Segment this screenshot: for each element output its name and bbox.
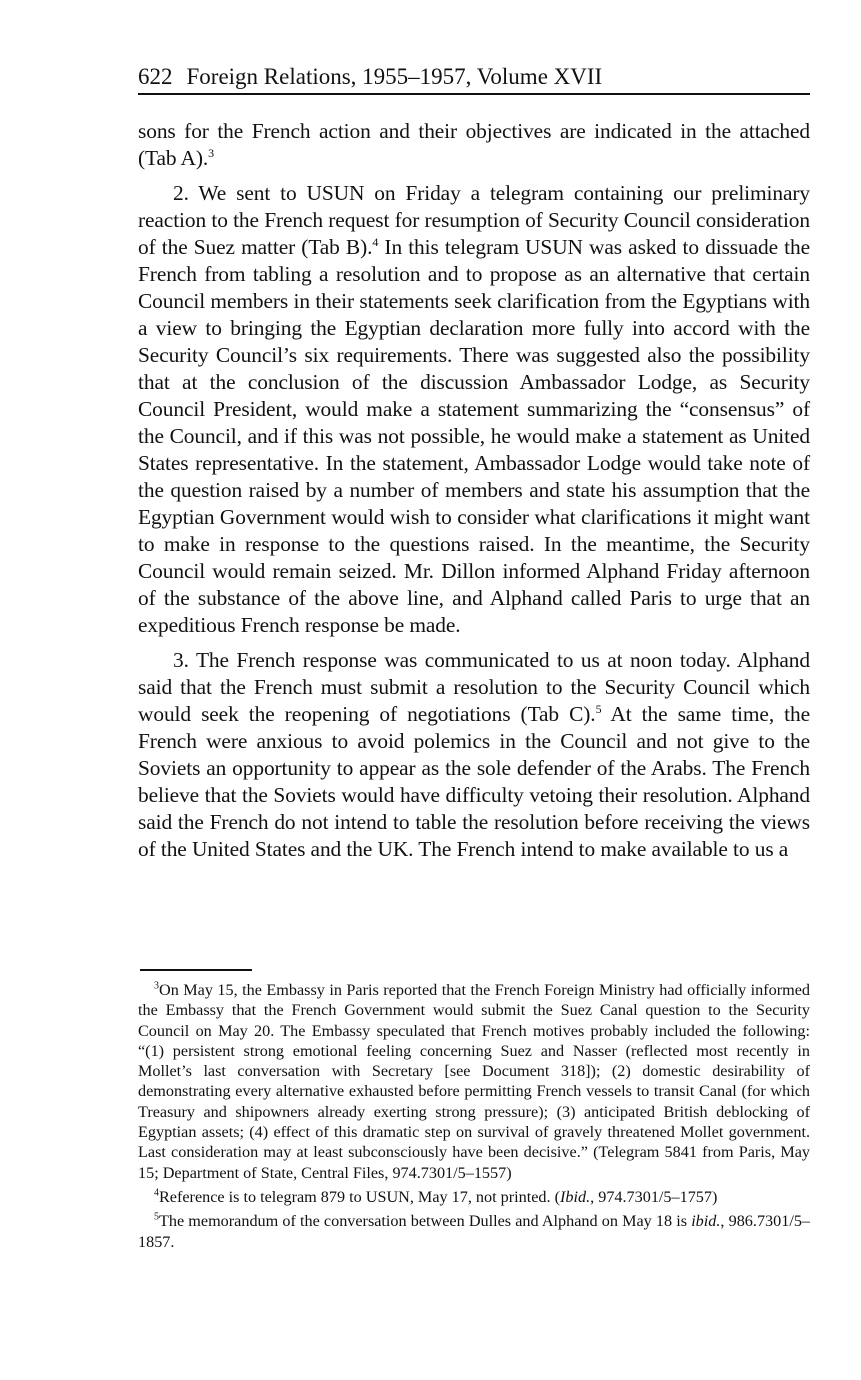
volume-title: Foreign Relations, 1955–1957, Volume XVII bbox=[186, 64, 603, 89]
footnote-4: $^4$Reference is to telegram 879 to USUN, May 17, not printed. (Ibid., 974.7301/5–1757) bbox=[154, 1187, 718, 1206]
paragraph-1: sons for the French action and their objectives are indicated in the attached (Tab A).$^3$ bbox=[138, 119, 810, 170]
footnote-divider bbox=[140, 969, 252, 971]
body-text bbox=[138, 118, 810, 871]
footnotes bbox=[138, 980, 810, 1256]
running-header bbox=[138, 63, 810, 95]
paragraph-2: 2. We sent to USUN on Friday a telegram containing our preliminary reaction to the French request for resumption of Security Council consideration of the Suez matter (Tab B).$^4$ In this telegram USUN was asked to dissuade the French from tabling a resolution and to propose as an alternative that certain Council members in their statements seek clarification from the Egyptians with a view to bringing the Egyptian declaration more fully into accord with the Security Council’s six requirements. There was suggested also the possibility that at the conclusion of the discussion Ambassador Lodge, as Security Council President, would make a statement summarizing the “consensus” of the Council, and if this was not possible, he would make a statement as United States representative. In the statement, Ambassador Lodge would take note of the question raised by a number of members and state his assumption that the Egyptian Government would wish to consider what clarifications it might want to make in response to the questions raised. In the meantime, the Security Council would remain seized. Mr. Dillon informed Alphand Friday afternoon of the substance of the above line, and Alphand called Paris to urge that an expeditious French response be made. bbox=[138, 181, 810, 637]
footnote-ref-5[interactable]: 5 bbox=[595, 701, 602, 716]
paragraph-3: 3. The French response was communicated to us at noon today. Alphand said that the French must submit a resolution to the Security Council which would seek the reopening of negotiations (Tab C).$^5$ At the same time, the French were anxious to avoid polemics in the Council and not give to the Soviets an opportunity to appear as the sole defender of the Arabs. The French believe that the Soviets would have difficulty vetoing their resolution. Alphand said the French do not intend to table the resolution before receiving the views of the United States and the UK. The French intend to make available to us a bbox=[138, 648, 810, 861]
footnote-ref-3[interactable]: 3 bbox=[208, 145, 215, 160]
footnote-5: $^5$The memorandum of the conversation between Dulles and Alphand on May 18 is ibid., 986.7301/5–1857. bbox=[138, 1211, 811, 1251]
page-number: 622 bbox=[138, 64, 173, 89]
footnote-ref-4[interactable]: 4 bbox=[372, 234, 379, 249]
footnote-3: $^3$On May 15, the Embassy in Paris reported that the French Foreign Ministry had officially informed the Embassy that the French Government would submit the Suez Canal question to the Security Council on May 20. The Embassy speculated that French motives probably included the following: “(1) persistent strong emotional feeling concerning Suez and Nasser (reflected most recently in Mollet’s last conversation with Secretary [see Document 318]); (2) domestic desirability of demonstrating every alternative exhausted before permitting French vessels to transit Canal (for which Treasury and shipowners already exerting strong pressure); (3) anticipated British deblocking of Egyptian assets; (4) effect of this dramatic step on survival of gravely threatened Mollet government. Last consideration may at least subconsciously have been decisive.” (Telegram 5841 from Paris, May 15; Department of State, Central Files, 974.7301/5–1557) bbox=[138, 980, 810, 1182]
